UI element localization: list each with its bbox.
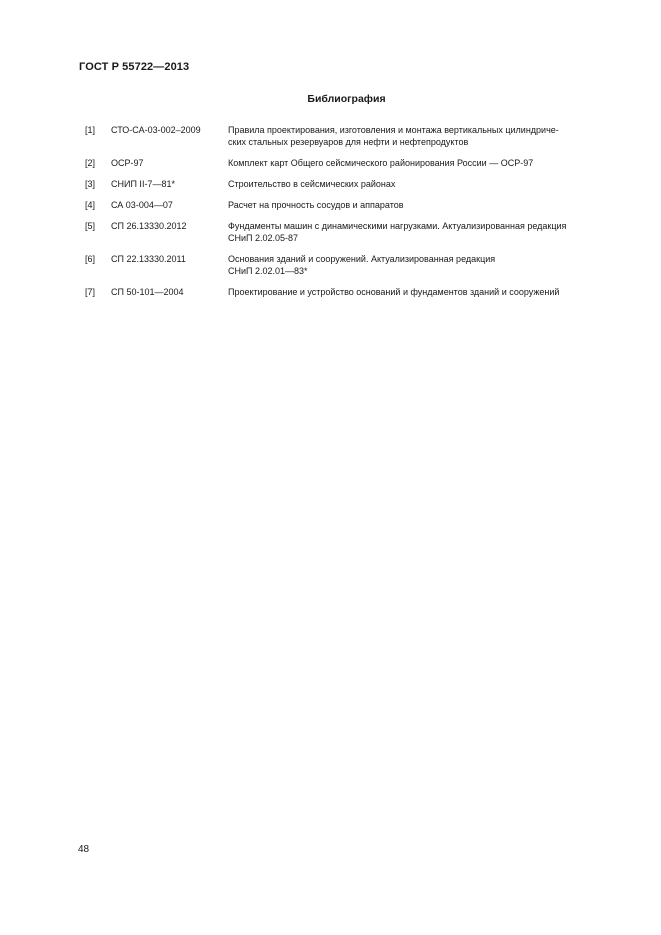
entry-number: [1] <box>85 125 96 135</box>
entry-code: СП 50-101—2004 <box>111 287 184 297</box>
bibliography-entry <box>85 178 605 190</box>
entry-code: СТО-СА-03-002–2009 <box>111 125 201 135</box>
page-title: Библиография <box>307 93 386 105</box>
entry-code: СНИП II-7—81* <box>111 179 175 189</box>
entry-code: СП 22.13330.2011 <box>111 254 186 264</box>
bibliography-entry <box>85 220 605 244</box>
bibliography-entry <box>85 253 605 277</box>
entry-title: Основания зданий и сооружений. Актуализированная редакция СНиП 2.02.01—83* <box>228 254 496 276</box>
entry-title: Расчет на прочность сосудов и аппаратов <box>228 200 404 210</box>
entry-code: ОСР-97 <box>111 158 144 168</box>
entry-title: Правила проектирования, изготовления и монтажа вертикальных цилиндриче- ских стальных резервуаров для нефти и нефтепродуктов <box>228 125 559 147</box>
entry-title: Проектирование и устройство оснований и фундаментов зданий и сооружений <box>228 287 560 297</box>
bibliography-entry <box>85 124 605 148</box>
entry-title: Строительство в сейсмических районах <box>228 179 396 189</box>
document-header: ГОСТ Р 55722—2013 <box>79 61 190 73</box>
page-number: 48 <box>78 844 90 855</box>
entry-number: [5] <box>85 221 96 231</box>
entry-code: СП 26.13330.2012 <box>111 221 187 231</box>
entry-number: [6] <box>85 254 96 264</box>
bibliography-entry <box>85 157 605 169</box>
entry-code: СА 03-004—07 <box>111 200 173 210</box>
entry-title: Комплект карт Общего сейсмического районирования России — ОСР-97 <box>228 158 534 168</box>
entry-number: [4] <box>85 200 96 210</box>
entry-title: Фундаменты машин с динамическими нагрузками. Актуализированная редакция СНиП 2.02.05-87 <box>228 221 567 243</box>
entry-number: [3] <box>85 179 96 189</box>
entry-number: [2] <box>85 158 96 168</box>
entry-number: [7] <box>85 287 96 297</box>
bibliography-list <box>85 124 605 307</box>
bibliography-entry <box>85 199 605 211</box>
bibliography-entry <box>85 286 605 298</box>
